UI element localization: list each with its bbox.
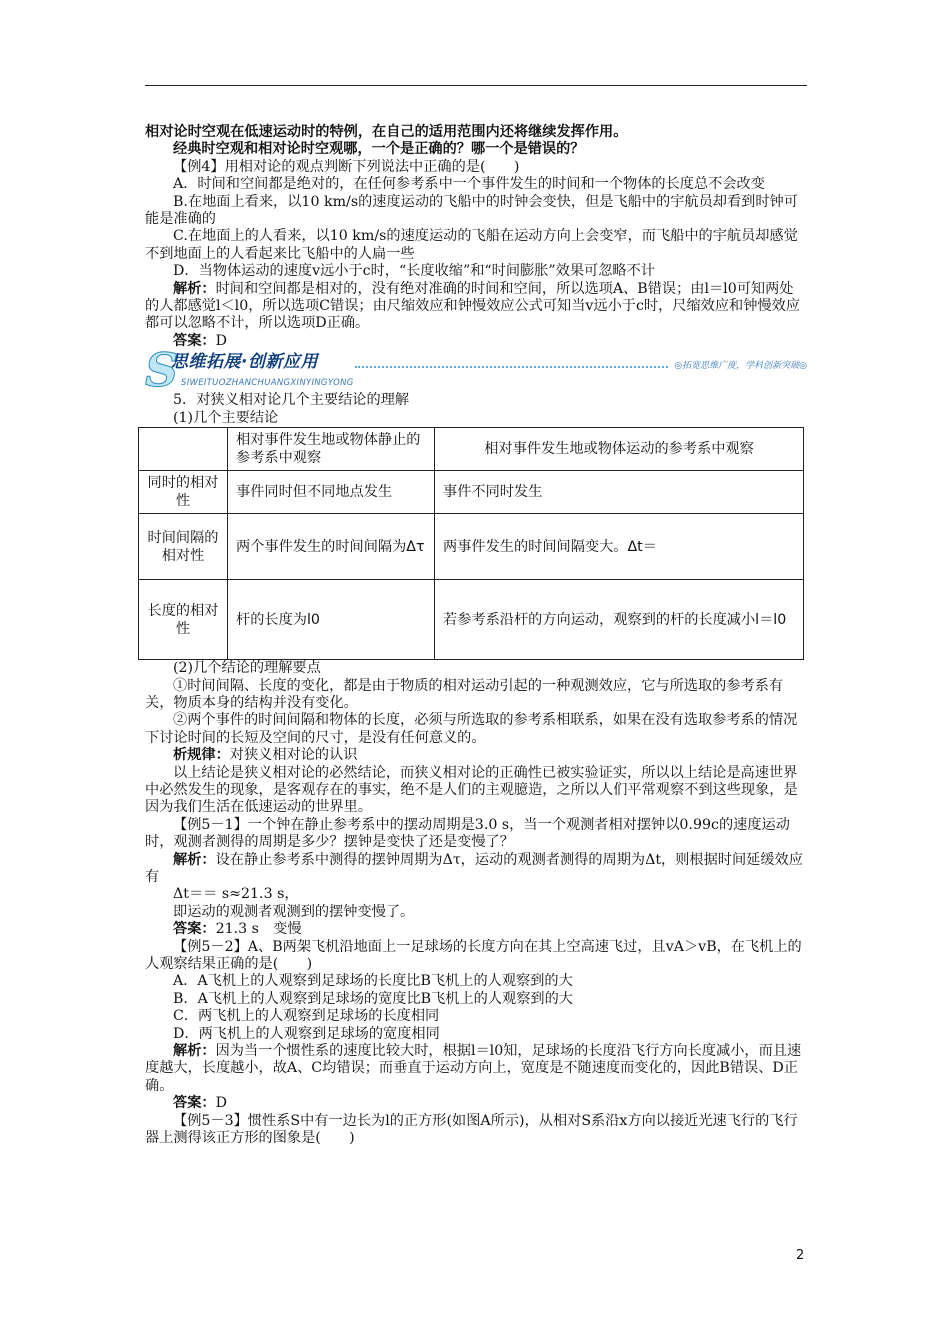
table-cell: 事件同时但不同地点发生 [228,471,435,514]
example52-option-d: D．两飞机上的人观察到足球场的宽度相同 [173,1025,440,1042]
header-rule [145,85,807,86]
rule-text: 以上结论是狭义相对论的必然结论，而狭义相对论的正确性已被实验证实，所以以上结论是高速世界中必然发生的现象，是客观存在的事实，绝不是人们的主观臆造，之所以人们平常观察不到这些现象，是因为我们生活在低速运动的世界里。 [145,764,798,816]
example4-option-a: A．时间和空间都是绝对的，在任何参考系中一个事件发生的时间和一个物体的长度总不会改变 [173,176,765,193]
table-cell: 事件不同时发生 [435,471,804,514]
example53-question: 【例5－3】惯性系S中有一边长为l的正方形(如图A所示)，从相对S系沿x方向以接近光速飞行的飞行器上测得该正方形的图象是( ) [145,1112,798,1147]
banner-title: 思维拓展·创新应用 [171,352,318,373]
intro-line-1: 相对论时空观在低速运动时的特例，在自己的适用范围内还将继续发挥作用。 [145,124,628,140]
example51-analysis [145,852,807,887]
answer-label: 答案： [173,332,216,349]
analysis-label: 解析： [173,280,216,297]
table-header-cell: 相对事件发生地或物体运动的参考系中观察 [435,428,804,471]
analysis-label: 解析： [173,851,216,868]
example4-analysis [145,281,807,333]
section-banner [145,343,807,398]
rule-title: 对狭义相对论的认识 [229,747,358,764]
example52-analysis [145,1043,807,1095]
analysis-text: 时间和空间都是相对的，没有绝对准确的时间和空间，所以选项A、B错误；由l＝l0可知两处的人都感觉l＜l0，所以选项C错误；由尺缩效应和钟慢效应公式可知当v远小于c时，尺缩效应和钟慢效应都可以忽略不计，所以选项D正确。 [145,280,800,332]
table-cell: 若参考系沿杆的方向运动，观察到的杆的长度减小l＝l0 [435,580,804,660]
table-row [139,471,804,514]
example51-question: 【例5－1】一个钟在静止参考系中的摆动周期是3.0 s，当一个观测者相对摆钟以0.99c的速度运动时，观测者测得的周期是多少？摆钟是变快了还是变慢了？ [145,816,790,851]
analysis-label: 解析： [173,1043,216,1060]
table-row [139,580,804,660]
section5-point2: ②两个事件的时间间隔和物体的长度，必须与所选取的参考系相联系，如果在没有选取参考系的情况下讨论时间的长短及空间的尺寸，是没有任何意义的。 [145,712,798,746]
answer-label: 答案： [173,921,216,938]
table-cell: 时间间隔的相对性 [139,514,228,580]
table-cell: 长度的相对性 [139,580,228,660]
rule-heading [145,747,807,764]
example4-option-b: B.在地面上看来，以10 km/s的速度运动的飞船中的时钟会变快，但是飞船中的宇航员却看到时钟可能是准确的 [145,193,798,228]
example51-answer [145,921,807,938]
example51-formula: Δt＝＝ s≈21.3 s， [173,886,299,903]
rule-label: 析规律： [173,747,230,764]
section5-sub2: (2)几个结论的理解要点 [173,660,321,677]
example4-option-c: C.在地面上的人看来，以10 km/s的速度运动的飞船在运动方向上会变窄，而飞船中的宇航员却感觉不到地面上的人看起来比飞船中的人扁一些 [145,228,798,262]
banner-subtitle: SIWEITUOZHANCHUANGXINYINGYONG [181,378,354,389]
analysis-text: 设在静止参考系中测得的摆钟周期为Δτ，运动的观测者测得的周期为Δt，则根据时间延缓效应有 [145,851,803,885]
example52-option-c: C．两飞机上的人观察到足球场的长度相同 [173,1008,440,1025]
answer-text: 21.3 s 变慢 [215,921,302,938]
conclusions-table [138,427,804,660]
table-header-row [139,428,804,471]
section5-sub1: (1)几个主要结论 [173,409,279,426]
example51-conclusion: 即运动的观测者观测到的摆钟变慢了。 [173,903,415,920]
banner-slogan: ◎拓宽思维广度，学科创新突破◎ [670,358,807,375]
answer-text: D [215,1095,227,1112]
table-cell: 同时的相对性 [139,471,228,514]
page-number: 2 [796,1248,805,1263]
banner-logo-letter: S [145,343,179,398]
example52-answer [145,1095,807,1112]
example52-question: 【例5－2】A、B两架飞机沿地面上一足球场的长度方向在其上空高速飞过，且vA＞vB，在飞机上的人观察结果正确的是( ) [145,938,802,972]
answer-label: 答案： [173,1095,216,1112]
table-header-cell: 相对事件发生地或物体静止的参考系中观察 [228,428,435,471]
example4-option-d: D．当物体运动的速度v远小于c时，“长度收缩”和“时间膨胀”效果可忽略不计 [173,263,655,280]
section5-point1: ①时间间隔、长度的变化，都是由于物质的相对运动引起的一种观测效应，它与所选取的参考系有关，物质本身的结构并没有变化。 [145,677,784,711]
page-content [145,124,807,1147]
analysis-text: 因为当一个惯性系的速度比较大时，根据l＝l0知，足球场的长度沿飞行方向长度减小，而且速度越大，长度越小，故A、C均错误；而垂直于运动方向上，宽度是不随速度而变化的，因此B错误、D正确。 [145,1043,802,1094]
table-cell: 两事件发生的时间间隔变大。Δt＝ [435,514,804,580]
example4-question: 【例4】用相对论的观点判断下列说法中正确的是( ) [173,158,520,175]
example52-option-a: A．A飞机上的人观察到足球场的长度比B飞机上的人观察到的大 [173,973,573,990]
table-row [139,514,804,580]
intro-line-2: 经典时空观和相对论时空观哪，一个是正确的？哪一个是错误的？ [173,141,585,158]
section5-heading: 5．对狭义相对论几个主要结论的理解 [173,392,410,409]
table-header-cell [139,428,228,471]
table-cell: 杆的长度为l0 [228,580,435,660]
example52-option-b: B．A飞机上的人观察到足球场的宽度比B飞机上的人观察到的大 [173,990,573,1007]
answer-text: D [215,332,227,349]
example4-answer [145,333,807,350]
table-cell: 两个事件发生的时间间隔为Δτ [228,514,435,580]
